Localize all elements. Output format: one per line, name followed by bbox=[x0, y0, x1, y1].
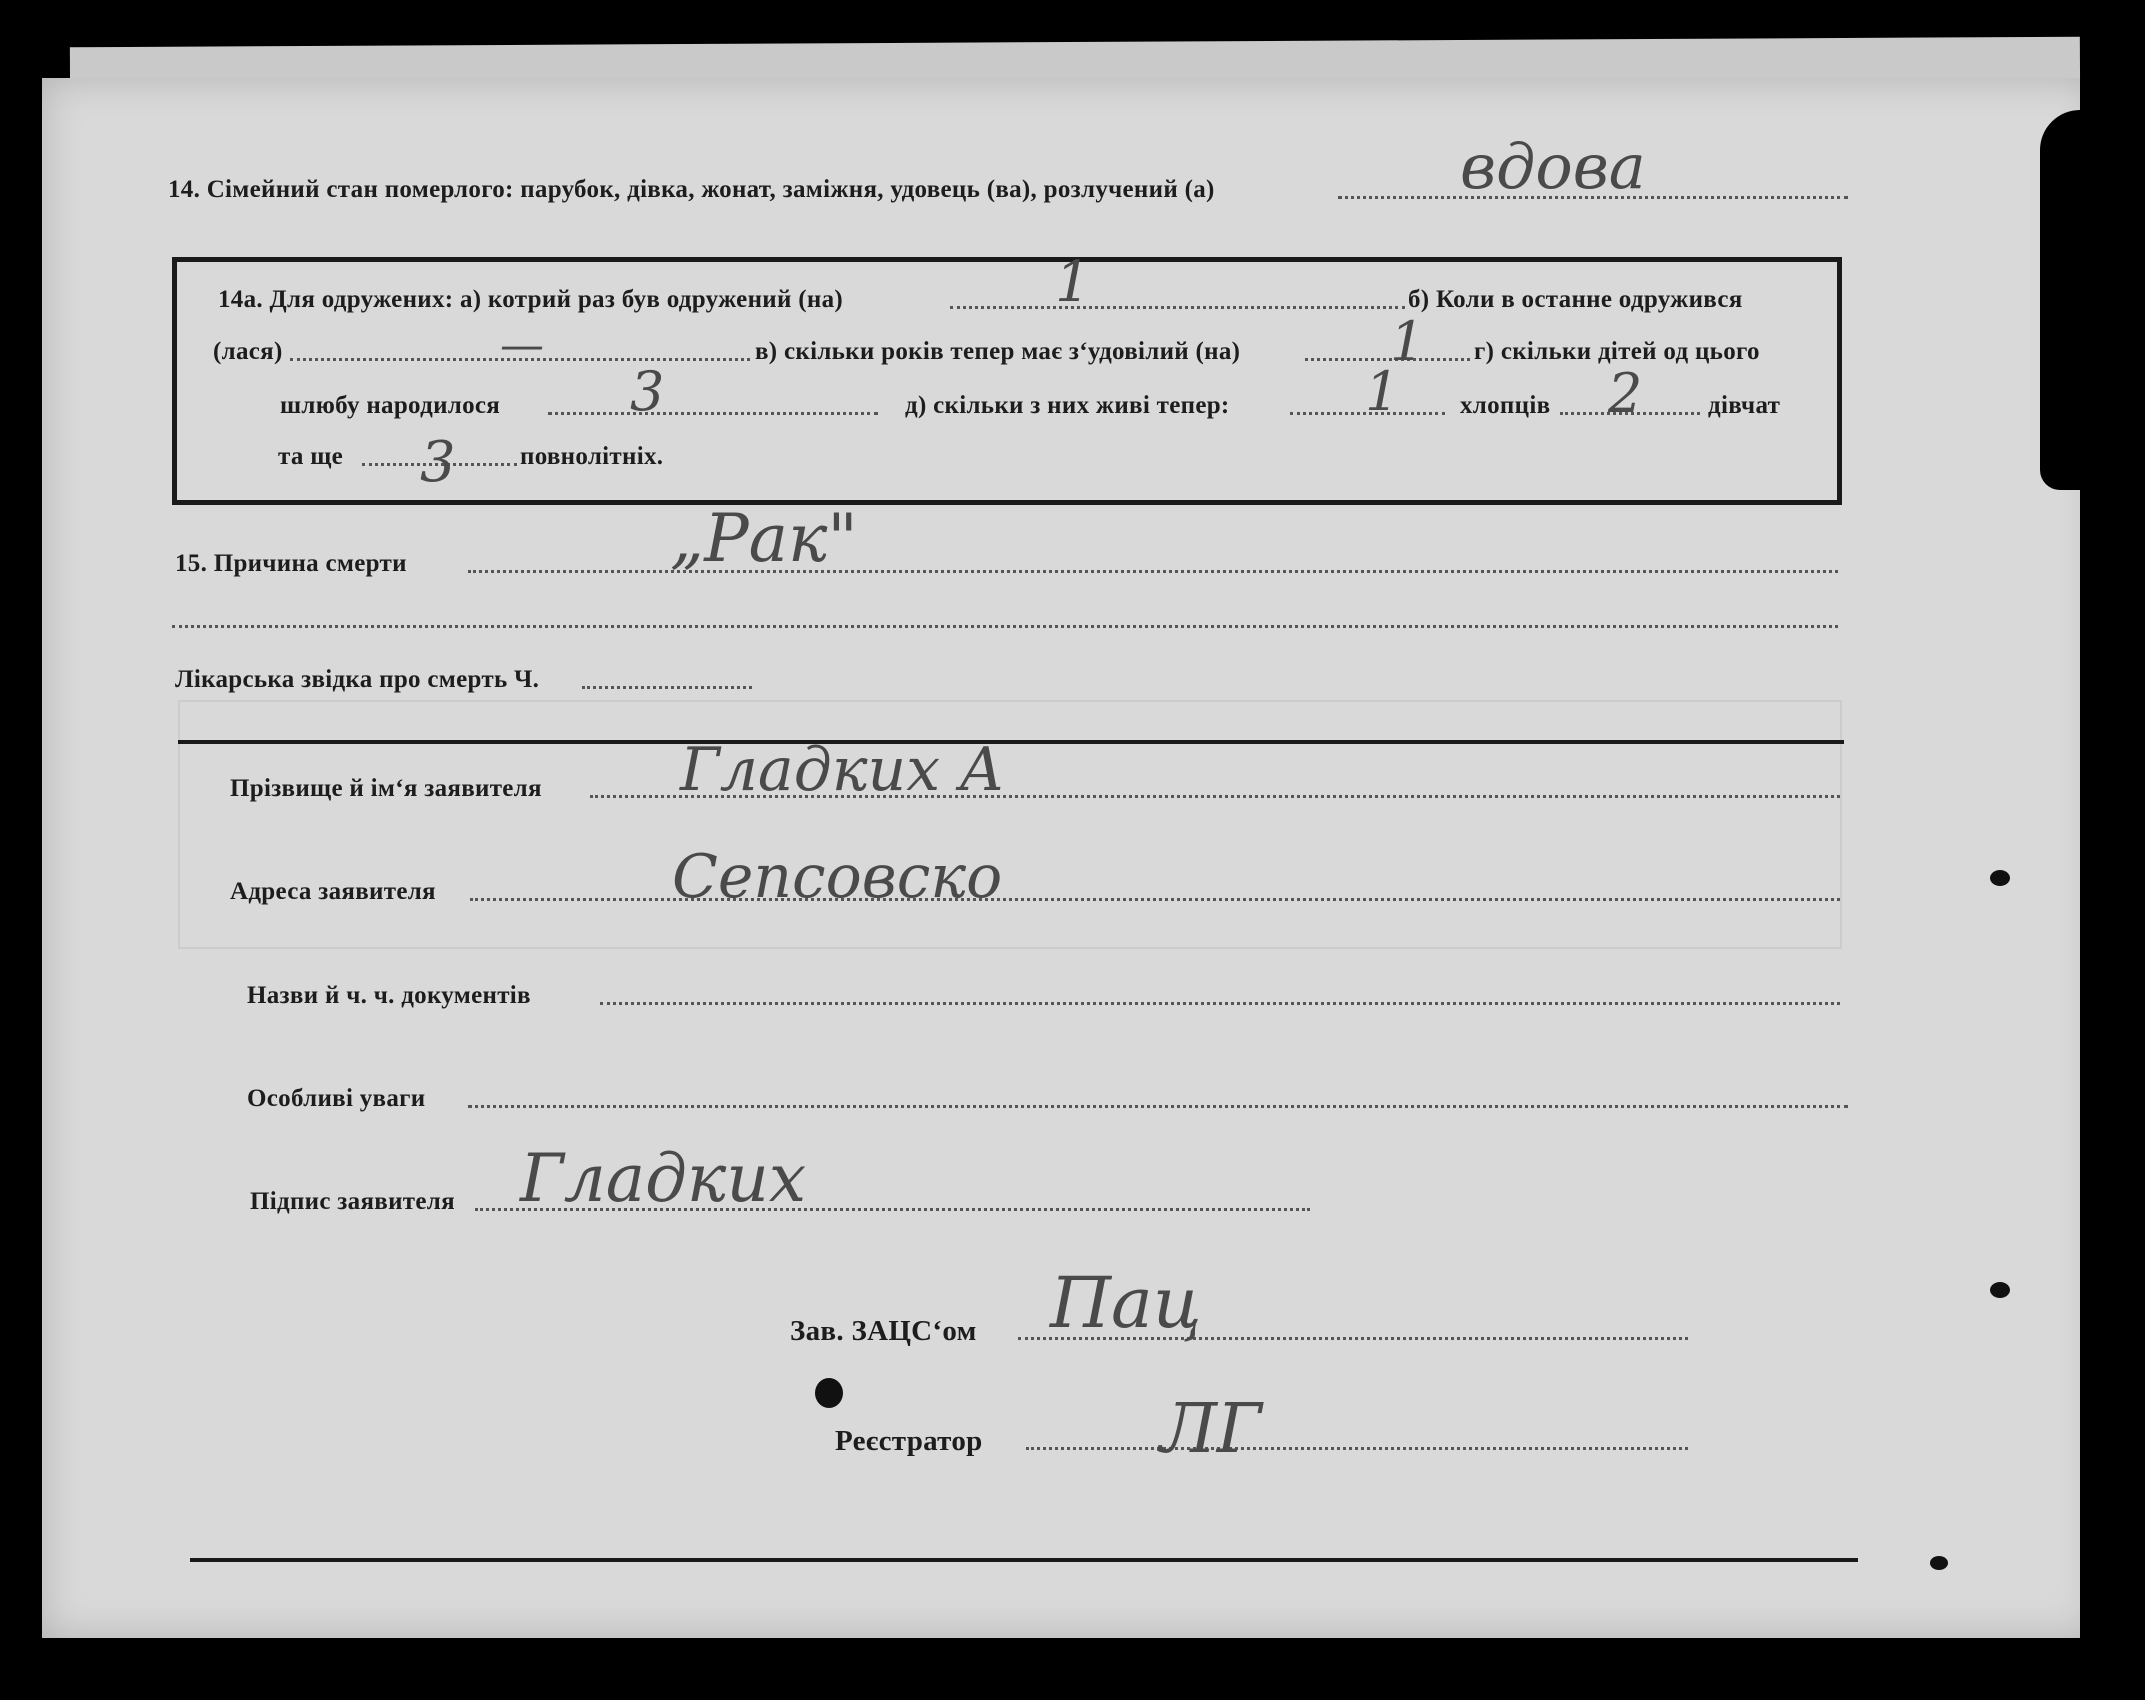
applicant-name-label: Прізвище й ім‘я заявителя bbox=[230, 775, 542, 802]
cause-of-death-label: 15. Причина смерти bbox=[175, 550, 407, 577]
boys-label: хлопців bbox=[1460, 392, 1551, 419]
punch-hole bbox=[1990, 870, 2010, 886]
applicant-signature-label: Підпис заявителя bbox=[250, 1188, 455, 1215]
girls-value: 2 bbox=[1608, 362, 1643, 425]
marital-status-value: вдова bbox=[1460, 130, 1646, 203]
punch-hole bbox=[1990, 1282, 2010, 1298]
times-married-label: 14а. Для одружених: а) котрий раз був одружений (на) bbox=[218, 286, 843, 313]
times-married-value: 1 bbox=[1055, 250, 1091, 315]
last-married-value: — bbox=[500, 320, 544, 371]
adults-label: повнолітніх. bbox=[520, 443, 664, 470]
registrar-signature: ЛГ bbox=[1160, 1390, 1262, 1469]
children-label: г) скільки дітей од цього bbox=[1474, 338, 1760, 365]
punch-hole bbox=[815, 1378, 843, 1408]
cause-of-death-value: „Рак" bbox=[670, 500, 858, 577]
applicant-address-value: Сепсовско bbox=[672, 842, 1003, 912]
last-married-label: б) Коли в останне одружився bbox=[1408, 286, 1743, 313]
applicant-signature-value: Гладких bbox=[520, 1140, 807, 1217]
children-cont: шлюбу народилося bbox=[280, 392, 501, 419]
widowed-years-label: в) скільки років тепер має з‘удовілий (на) bbox=[755, 338, 1241, 365]
registrar-label: Реєстратор bbox=[835, 1425, 983, 1457]
applicant-address-label: Адреса заявителя bbox=[230, 878, 436, 905]
girls-label: дівчат bbox=[1708, 392, 1781, 419]
registry-head-signature: Пац bbox=[1050, 1262, 1202, 1344]
last-married-cont: (лася) bbox=[213, 338, 283, 365]
notes-label: Особливі уваги bbox=[247, 1085, 426, 1112]
medical-report-label: Лікарська звідка про смерть Ч. bbox=[175, 666, 540, 693]
boys-value: 1 bbox=[1365, 360, 1400, 423]
living-label: д) скільки з них живі тепер: bbox=[905, 392, 1230, 419]
widowed-years-value: 1 bbox=[1390, 310, 1425, 373]
documents-line bbox=[600, 1002, 1840, 1005]
documents-label: Назви й ч. ч. документів bbox=[247, 982, 531, 1009]
registry-head-label: Зав. ЗАЦС‘ом bbox=[790, 1315, 977, 1347]
bleed-through-panel bbox=[178, 700, 1842, 949]
children-value: 3 bbox=[630, 360, 665, 423]
notes-line bbox=[468, 1105, 1848, 1108]
torn-edge bbox=[2080, 78, 2100, 1638]
cause-of-death-line-2 bbox=[172, 625, 1838, 628]
adults-value: 3 bbox=[420, 430, 456, 495]
applicant-name-value: Гладких А bbox=[680, 735, 1005, 805]
children-line bbox=[548, 412, 878, 415]
times-married-line bbox=[950, 306, 1405, 309]
punch-hole bbox=[1930, 1556, 1948, 1570]
marital-status-label: 14. Сімейний стан померлого: парубок, дівка, жонат, заміжня, удовець (ва), розлучений (а) bbox=[168, 176, 1215, 203]
divider-top bbox=[178, 740, 1844, 744]
adults-prefix: та ще bbox=[278, 443, 344, 470]
divider-bottom bbox=[190, 1558, 1858, 1562]
registrar-line bbox=[1026, 1447, 1688, 1450]
medical-report-line bbox=[582, 686, 752, 689]
